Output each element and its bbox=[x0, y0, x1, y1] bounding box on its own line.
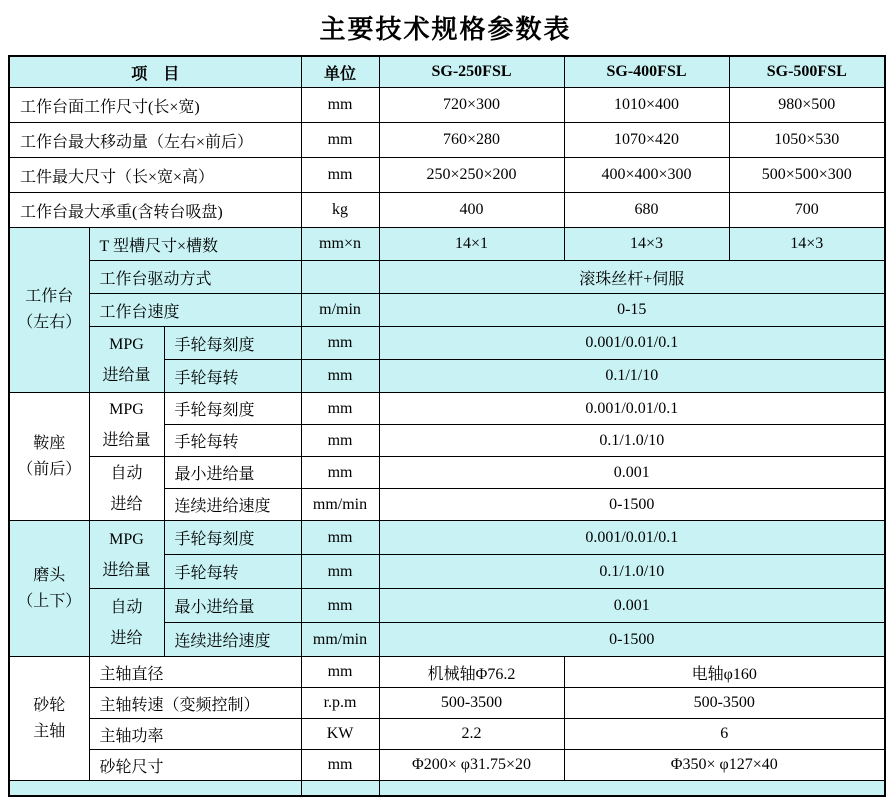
row-unit: KW bbox=[301, 719, 379, 750]
row-value-sg250: 760×280 bbox=[379, 123, 564, 158]
table-row bbox=[9, 158, 885, 193]
row-value-all: 0.001/0.01/0.1 bbox=[379, 521, 885, 555]
row-value-sg400-500: 电轴φ160 bbox=[564, 657, 885, 688]
group-cell-grinding-head bbox=[9, 521, 89, 657]
subgroup-cell-auto-saddle bbox=[89, 457, 164, 521]
table-row bbox=[9, 193, 885, 228]
row-unit bbox=[301, 261, 379, 294]
header-item-label: 项 目 bbox=[9, 56, 301, 88]
subgroup-label-line2: 进给量 bbox=[102, 561, 151, 579]
row-label: 手轮每刻度 bbox=[164, 521, 301, 555]
row-unit: mm bbox=[301, 123, 379, 158]
group-label-line2: （前后） bbox=[17, 460, 82, 478]
row-value-sg250: 14×1 bbox=[379, 228, 564, 261]
row-value-all: 0.001/0.01/0.1 bbox=[379, 327, 885, 360]
row-value-sg500: 1050×530 bbox=[729, 123, 885, 158]
row-unit: mm bbox=[301, 555, 379, 589]
group-label-line1: 鞍座 bbox=[33, 434, 66, 452]
row-label: 手轮每转 bbox=[164, 555, 301, 589]
row-unit: mm bbox=[301, 521, 379, 555]
row-value-sg400-500: 6 bbox=[564, 719, 885, 750]
cutoff-cell bbox=[9, 781, 301, 797]
subgroup-label-line1: MPG bbox=[109, 400, 144, 418]
table-row bbox=[9, 327, 885, 360]
row-unit: mm bbox=[301, 457, 379, 489]
subgroup-cell-mpg-grinding-head bbox=[89, 521, 164, 589]
group-label-line1: 工作台 bbox=[25, 288, 74, 305]
row-unit: mm/min bbox=[301, 489, 379, 521]
table-row bbox=[9, 228, 885, 261]
subgroup-cell-auto-grinding-head bbox=[89, 589, 164, 657]
row-unit: mm bbox=[301, 88, 379, 123]
row-value-sg250: 400 bbox=[379, 193, 564, 228]
table-row bbox=[9, 88, 885, 123]
row-label: 主轴转速（变频控制） bbox=[89, 688, 301, 719]
header-model-sg250: SG-250FSL bbox=[379, 56, 564, 88]
group-cell-spindle bbox=[9, 657, 89, 781]
row-label: 连续进给速度 bbox=[164, 623, 301, 657]
row-value-all: 0.001/0.01/0.1 bbox=[379, 393, 885, 425]
group-cell-saddle bbox=[9, 393, 89, 521]
group-label-line1: 砂轮 bbox=[33, 696, 66, 714]
table-row bbox=[9, 750, 885, 781]
row-value-sg400-500: Φ350× φ127×40 bbox=[564, 750, 885, 781]
row-unit: m/min bbox=[301, 294, 379, 327]
row-value-sg500: 700 bbox=[729, 193, 885, 228]
table-row bbox=[9, 123, 885, 158]
row-label: 工作台驱动方式 bbox=[89, 261, 301, 294]
row-value-sg250: 720×300 bbox=[379, 88, 564, 123]
table-row bbox=[9, 294, 885, 327]
cutoff-row bbox=[9, 781, 885, 797]
group-label-line2: （左右） bbox=[17, 314, 82, 331]
row-unit: mm bbox=[301, 750, 379, 781]
subgroup-label-line2: 进给 bbox=[110, 629, 143, 647]
row-unit: mm×n bbox=[301, 228, 379, 261]
subgroup-label-line2: 进给量 bbox=[102, 431, 151, 449]
row-label: 手轮每刻度 bbox=[164, 393, 301, 425]
row-unit: r.p.m bbox=[301, 688, 379, 719]
row-unit: mm bbox=[301, 657, 379, 688]
row-value-all: 滚珠丝杆+伺服 bbox=[379, 261, 885, 294]
header-model-sg400: SG-400FSL bbox=[564, 56, 729, 88]
header-row bbox=[9, 56, 885, 88]
row-value-sg500: 14×3 bbox=[729, 228, 885, 261]
row-value-all: 0.1/1.0/10 bbox=[379, 425, 885, 457]
row-label: 工件最大尺寸（长×宽×高） bbox=[9, 158, 301, 193]
row-label: 工作台面工作尺寸(长×宽) bbox=[9, 88, 301, 123]
header-unit-label: 单位 bbox=[301, 56, 379, 88]
cutoff-cell bbox=[301, 781, 379, 797]
row-value-sg400: 1070×420 bbox=[564, 123, 729, 158]
row-value-all: 0.1/1.0/10 bbox=[379, 555, 885, 589]
subgroup-label-line2: 进给量 bbox=[102, 366, 151, 384]
table-row bbox=[9, 589, 885, 623]
subgroup-label-line1: MPG bbox=[109, 335, 144, 353]
subgroup-label-line2: 进给 bbox=[110, 495, 143, 513]
row-unit: mm bbox=[301, 589, 379, 623]
row-label: 工作台最大移动量（左右×前后） bbox=[9, 123, 301, 158]
table-row bbox=[9, 521, 885, 555]
row-label: 工作台最大承重(含转台吸盘) bbox=[9, 193, 301, 228]
row-value-sg500: 500×500×300 bbox=[729, 158, 885, 193]
row-value-sg250: 机械轴Φ76.2 bbox=[379, 657, 564, 688]
row-label: 手轮每刻度 bbox=[164, 327, 301, 360]
row-value-all: 0-15 bbox=[379, 294, 885, 327]
row-value-sg400: 1010×400 bbox=[564, 88, 729, 123]
spec-table bbox=[8, 55, 886, 797]
cutoff-cell bbox=[379, 781, 885, 797]
row-unit: mm bbox=[301, 425, 379, 457]
row-unit: mm/min bbox=[301, 623, 379, 657]
row-label: 手轮每转 bbox=[164, 425, 301, 457]
row-label: 最小进给量 bbox=[164, 589, 301, 623]
row-value-all: 0.1/1/10 bbox=[379, 360, 885, 393]
group-label-line1: 磨头 bbox=[33, 566, 66, 584]
row-value-all: 0-1500 bbox=[379, 623, 885, 657]
table-row bbox=[9, 457, 885, 489]
table-row bbox=[9, 657, 885, 688]
header-model-sg500: SG-500FSL bbox=[729, 56, 885, 88]
row-value-sg400: 14×3 bbox=[564, 228, 729, 261]
row-value-all: 0-1500 bbox=[379, 489, 885, 521]
group-label-line2: （上下） bbox=[17, 592, 82, 610]
table-row bbox=[9, 719, 885, 750]
table-row bbox=[9, 261, 885, 294]
row-label: 主轴功率 bbox=[89, 719, 301, 750]
row-value-sg250: 2.2 bbox=[379, 719, 564, 750]
row-label: 最小进给量 bbox=[164, 457, 301, 489]
row-value-sg400-500: 500-3500 bbox=[564, 688, 885, 719]
row-value-sg400: 400×400×300 bbox=[564, 158, 729, 193]
row-label: T 型槽尺寸×槽数 bbox=[89, 228, 301, 261]
subgroup-label-line1: MPG bbox=[109, 530, 144, 548]
row-value-sg400: 680 bbox=[564, 193, 729, 228]
row-unit: mm bbox=[301, 327, 379, 360]
row-unit: mm bbox=[301, 158, 379, 193]
row-label: 工作台速度 bbox=[89, 294, 301, 327]
table-row bbox=[9, 688, 885, 719]
row-value-sg250: 500-3500 bbox=[379, 688, 564, 719]
row-value-sg250: Φ200× φ31.75×20 bbox=[379, 750, 564, 781]
row-label: 连续进给速度 bbox=[164, 489, 301, 521]
row-value-sg250: 250×250×200 bbox=[379, 158, 564, 193]
row-unit: kg bbox=[301, 193, 379, 228]
subgroup-cell-mpg-saddle bbox=[89, 393, 164, 457]
row-unit: mm bbox=[301, 360, 379, 393]
row-unit: mm bbox=[301, 393, 379, 425]
group-label-line2: 主轴 bbox=[33, 722, 66, 740]
row-label: 砂轮尺寸 bbox=[89, 750, 301, 781]
table-row bbox=[9, 393, 885, 425]
page-title: 主要技术规格参数表 bbox=[319, 14, 572, 44]
group-cell-worktable bbox=[9, 228, 89, 393]
row-value-all: 0.001 bbox=[379, 457, 885, 489]
row-value-sg500: 980×500 bbox=[729, 88, 885, 123]
subgroup-cell-mpg-worktable bbox=[89, 327, 164, 393]
subgroup-label-line1: 自动 bbox=[110, 598, 143, 616]
row-label: 主轴直径 bbox=[89, 657, 301, 688]
row-label: 手轮每转 bbox=[164, 360, 301, 393]
row-value-all: 0.001 bbox=[379, 589, 885, 623]
subgroup-label-line1: 自动 bbox=[110, 464, 143, 482]
